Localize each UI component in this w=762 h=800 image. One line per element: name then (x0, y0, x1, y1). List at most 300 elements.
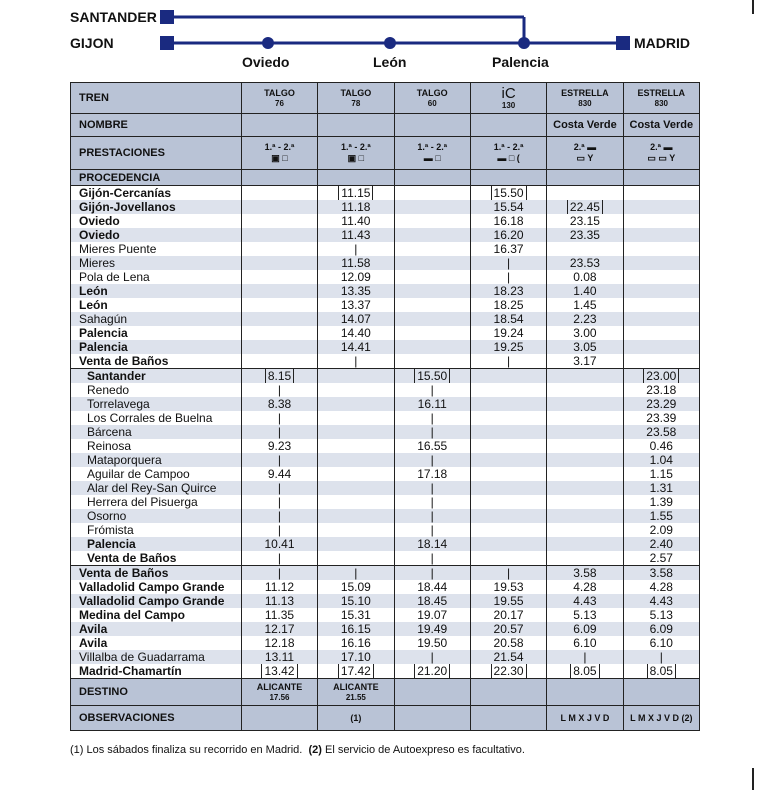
departure-time: 20.17 (493, 608, 524, 622)
departure-time: | (277, 523, 282, 537)
time-cell (623, 383, 699, 397)
time-cell (623, 397, 699, 411)
departure-time: 12.17 (264, 622, 295, 636)
time-cell (623, 214, 699, 228)
time-cell (318, 551, 394, 566)
time-cell (394, 397, 470, 411)
table-row (71, 312, 700, 326)
station-name: Herrera del Pisuerga (71, 495, 242, 509)
time-cell (394, 270, 470, 284)
time-cell (470, 537, 546, 551)
table-row (71, 481, 700, 495)
time-cell (470, 608, 546, 622)
gijon-terminal (160, 36, 174, 50)
time-cell (547, 636, 623, 650)
palencia-stop (518, 37, 530, 49)
tren-cell (547, 83, 623, 114)
time-cell (470, 594, 546, 608)
departure-time: | (583, 650, 587, 664)
timetable (70, 82, 700, 731)
station-name: Bárcena (71, 425, 242, 439)
time-cell (318, 636, 394, 650)
time-cell (318, 200, 394, 214)
oviedo-label: Oviedo (242, 54, 290, 70)
departure-time: 6.09 (573, 622, 597, 636)
station-name: Avila (71, 622, 242, 636)
departure-time: 19.50 (417, 636, 448, 650)
prestaciones-cell (623, 137, 699, 170)
observaciones-label: OBSERVACIONES (71, 706, 242, 731)
time-cell (470, 425, 546, 439)
destination-time: 21.55 (345, 693, 366, 702)
procedencia-cell (547, 170, 623, 186)
table-row (71, 242, 700, 256)
departure-time: | (507, 256, 511, 270)
time-cell (241, 383, 317, 397)
train-type: TALGO (416, 88, 448, 98)
time-cell (470, 411, 546, 425)
time-cell (470, 256, 546, 270)
table-row (71, 439, 700, 453)
time-cell (547, 312, 623, 326)
station-name: Frómista (71, 523, 242, 537)
time-cell (547, 551, 623, 566)
time-cell (470, 439, 546, 453)
destino-cell (241, 679, 317, 706)
train-type: ESTRELLA (637, 88, 686, 98)
time-cell (623, 425, 699, 439)
time-cell (241, 509, 317, 523)
time-cell (318, 594, 394, 608)
observaciones-cell (547, 706, 623, 731)
footnotes (70, 744, 525, 756)
time-cell (470, 312, 546, 326)
departure-time: | (430, 453, 434, 467)
time-cell (241, 495, 317, 509)
destino-cell (623, 679, 699, 706)
departure-time: 3.58 (573, 566, 597, 580)
time-cell (318, 354, 394, 369)
departure-time: 18.45 (417, 594, 448, 608)
train-number: 130 (501, 101, 516, 110)
table-row (71, 566, 700, 581)
time-cell (547, 439, 623, 453)
time-cell (547, 383, 623, 397)
service-classes: 1.ª - 2.ª (341, 142, 371, 152)
time-cell (241, 397, 317, 411)
tren-label: TREN (71, 83, 242, 114)
departure-time: 13.42 (261, 664, 297, 679)
departure-time: 5.13 (573, 608, 597, 622)
tren-cell (623, 83, 699, 114)
departure-time: | (354, 242, 358, 256)
station-name: Medina del Campo (71, 608, 242, 622)
departure-time: 23.29 (646, 397, 677, 411)
station-name: Gijón-Cercanías (71, 186, 242, 201)
departure-time: 13.37 (340, 298, 371, 312)
table-row (71, 354, 700, 369)
time-cell (241, 608, 317, 622)
gijon-label: GIJON (70, 35, 114, 51)
time-cell (241, 523, 317, 537)
time-cell (547, 580, 623, 594)
time-cell (470, 186, 546, 201)
time-cell (547, 256, 623, 270)
time-cell (623, 467, 699, 481)
departure-time: | (507, 270, 511, 284)
departure-time: | (354, 566, 358, 580)
station-name: Madrid-Chamartín (71, 664, 242, 679)
departure-time: 13.11 (264, 650, 295, 664)
station-name: Aguilar de Campoo (71, 467, 242, 481)
table-row (71, 509, 700, 523)
time-cell (623, 636, 699, 650)
time-cell (318, 284, 394, 298)
prestaciones-cell (470, 137, 546, 170)
procedencia-label: PROCEDENCIA (71, 170, 242, 186)
table-row (71, 326, 700, 340)
time-cell (623, 439, 699, 453)
time-cell (394, 228, 470, 242)
time-cell (623, 256, 699, 270)
departure-time: | (430, 551, 434, 565)
time-cell (318, 664, 394, 679)
table-row (71, 594, 700, 608)
time-cell (623, 551, 699, 566)
time-cell (318, 214, 394, 228)
departure-time: 23.58 (646, 425, 677, 439)
departure-time: 18.54 (493, 312, 524, 326)
time-cell (318, 622, 394, 636)
departure-time: 21.54 (493, 650, 524, 664)
departure-time: 16.20 (493, 228, 524, 242)
train-type: TALGO (340, 88, 372, 98)
departure-time: | (430, 495, 434, 509)
time-cell (547, 566, 623, 581)
departure-time: 2.57 (649, 551, 673, 565)
time-cell (394, 594, 470, 608)
time-cell (241, 566, 317, 581)
departure-time: 17.10 (340, 650, 371, 664)
departure-time: | (430, 481, 434, 495)
time-cell (318, 495, 394, 509)
destino-cell (470, 679, 546, 706)
observation: (1) (350, 712, 362, 723)
station-name: Villalba de Guadarrama (71, 650, 242, 664)
departure-time: 15.50 (414, 369, 450, 384)
time-cell (241, 214, 317, 228)
departure-time: 4.28 (573, 580, 597, 594)
station-name: Mataporquera (71, 453, 242, 467)
departure-time: | (277, 383, 282, 397)
observaciones-cell (470, 706, 546, 731)
station-name: Osorno (71, 509, 242, 523)
departure-time: 23.00 (643, 369, 679, 384)
time-cell (470, 298, 546, 312)
time-cell (547, 481, 623, 495)
observaciones-row (71, 706, 700, 731)
destination: ALICANTE (333, 682, 379, 692)
time-cell (318, 369, 394, 384)
station-name: León (71, 298, 242, 312)
time-cell (470, 228, 546, 242)
destino-label: DESTINO (71, 679, 242, 706)
departure-time: 15.31 (340, 608, 371, 622)
departure-time: | (507, 566, 511, 580)
table-row (71, 622, 700, 636)
station-name: Valladolid Campo Grande (71, 580, 242, 594)
time-cell (547, 608, 623, 622)
time-cell (623, 270, 699, 284)
leon-stop (384, 37, 396, 49)
time-cell (547, 354, 623, 369)
time-cell (470, 383, 546, 397)
table-row (71, 523, 700, 537)
departure-time: 9.44 (267, 467, 292, 481)
nombre-cell (470, 114, 546, 137)
palencia-label: Palencia (492, 54, 549, 70)
time-cell (547, 242, 623, 256)
table-row (71, 256, 700, 270)
time-cell (241, 228, 317, 242)
time-cell (470, 200, 546, 214)
table-row (71, 214, 700, 228)
time-cell (547, 397, 623, 411)
time-cell (241, 439, 317, 453)
departure-time: 19.07 (417, 608, 448, 622)
table-row (71, 284, 700, 298)
departure-time: 0.46 (649, 439, 673, 453)
time-cell (623, 594, 699, 608)
table-row (71, 650, 700, 664)
departure-time: 18.14 (417, 537, 448, 551)
page-edge-mark (752, 0, 754, 14)
time-cell (623, 228, 699, 242)
prestaciones-cell (394, 137, 470, 170)
nombre-cell (547, 114, 623, 137)
departure-time: 23.15 (569, 214, 600, 228)
destino-cell (394, 679, 470, 706)
destination-time: 17.56 (269, 693, 290, 702)
service-classes: 1.ª - 2.ª (417, 142, 448, 152)
time-cell (470, 453, 546, 467)
time-cell (547, 326, 623, 340)
time-cell (623, 608, 699, 622)
time-cell (547, 467, 623, 481)
departure-time: 4.43 (649, 594, 673, 608)
service-classes: 2.ª ▬ (573, 142, 597, 152)
time-cell (318, 509, 394, 523)
table-row (71, 340, 700, 354)
prestaciones-row (71, 137, 700, 170)
time-cell (470, 467, 546, 481)
departure-time: 12.09 (340, 270, 371, 284)
time-cell (394, 425, 470, 439)
departure-time: | (354, 354, 358, 368)
time-cell (318, 312, 394, 326)
time-cell (318, 523, 394, 537)
table-row (71, 200, 700, 214)
observation: L M X J V D (2) (630, 712, 693, 723)
procedencia-cell (470, 170, 546, 186)
departure-time: | (430, 383, 434, 397)
time-cell (318, 608, 394, 622)
station-name: Renedo (71, 383, 242, 397)
departure-time: | (430, 523, 434, 537)
time-cell (394, 509, 470, 523)
time-cell (623, 650, 699, 664)
time-cell (241, 636, 317, 650)
departure-time: | (277, 566, 282, 580)
time-cell (241, 594, 317, 608)
time-cell (394, 298, 470, 312)
procedencia-cell (318, 170, 394, 186)
time-cell (623, 453, 699, 467)
time-cell (394, 214, 470, 228)
time-cell (394, 523, 470, 537)
departure-time: | (659, 650, 663, 664)
time-cell (318, 467, 394, 481)
time-cell (394, 383, 470, 397)
time-cell (470, 509, 546, 523)
oviedo-stop (262, 37, 274, 49)
time-cell (547, 594, 623, 608)
time-cell (318, 397, 394, 411)
time-cell (318, 650, 394, 664)
time-cell (547, 509, 623, 523)
time-cell (318, 383, 394, 397)
time-cell (394, 284, 470, 298)
train-name: Costa Verde (629, 119, 694, 131)
time-cell (623, 481, 699, 495)
time-cell (547, 411, 623, 425)
departure-time: 22.30 (491, 664, 527, 679)
departure-time: 1.31 (649, 481, 673, 495)
time-cell (470, 340, 546, 354)
departure-time: | (507, 354, 511, 368)
time-cell (547, 523, 623, 537)
service-classes: 2.ª ▬ (650, 142, 673, 152)
departure-time: 14.41 (340, 340, 371, 354)
time-cell (394, 636, 470, 650)
time-cell (394, 411, 470, 425)
departure-time: 11.43 (341, 228, 371, 242)
table-row (71, 425, 700, 439)
prestaciones-label: PRESTACIONES (71, 137, 242, 170)
table-row (71, 186, 700, 201)
time-cell (547, 495, 623, 509)
time-cell (241, 537, 317, 551)
service-icons: ▭ ▭ Y (647, 153, 676, 163)
departure-time: 1.39 (649, 495, 673, 509)
time-cell (394, 186, 470, 201)
departure-time: 0.08 (573, 270, 597, 284)
footnote-2-mark: (2) (308, 744, 322, 756)
table-row (71, 580, 700, 594)
time-cell (623, 537, 699, 551)
time-cell (547, 270, 623, 284)
time-cell (470, 242, 546, 256)
departure-time: 3.58 (649, 566, 673, 580)
tren-cell (241, 83, 317, 114)
time-cell (470, 397, 546, 411)
time-cell (470, 664, 546, 679)
station-name: León (71, 284, 242, 298)
time-cell (318, 425, 394, 439)
time-cell (547, 298, 623, 312)
nombre-cell (623, 114, 699, 137)
time-cell (318, 186, 394, 201)
departure-time: 16.11 (417, 397, 447, 411)
train-type: TALGO (264, 88, 295, 98)
departure-time: 1.15 (649, 467, 673, 481)
time-cell (623, 580, 699, 594)
destino-row (71, 679, 700, 706)
departure-time: 4.28 (649, 580, 673, 594)
time-cell (547, 369, 623, 384)
table-row (71, 397, 700, 411)
departure-time: 19.55 (493, 594, 524, 608)
departure-time: 12.18 (264, 636, 295, 650)
time-cell (623, 523, 699, 537)
time-cell (318, 326, 394, 340)
departure-time: 16.55 (417, 439, 448, 453)
time-cell (241, 242, 317, 256)
table-row (71, 495, 700, 509)
time-cell (394, 650, 470, 664)
time-cell (394, 495, 470, 509)
departure-time: 23.18 (646, 383, 677, 397)
time-cell (394, 200, 470, 214)
tren-cell (318, 83, 394, 114)
departure-time: | (430, 411, 434, 425)
time-cell (241, 354, 317, 369)
time-cell (318, 270, 394, 284)
departure-time: 10.41 (264, 537, 295, 551)
observaciones-cell (623, 706, 699, 731)
station-name: Sahagún (71, 312, 242, 326)
time-cell (394, 551, 470, 566)
station-name: Los Corrales de Buelna (71, 411, 242, 425)
time-cell (318, 242, 394, 256)
time-cell (470, 580, 546, 594)
station-name: Palencia (71, 537, 242, 551)
time-cell (623, 495, 699, 509)
procedencia-cell (394, 170, 470, 186)
time-cell (623, 411, 699, 425)
procedencia-row (71, 170, 700, 186)
time-cell (547, 214, 623, 228)
departure-time: 20.58 (493, 636, 524, 650)
station-name: Valladolid Campo Grande (71, 594, 242, 608)
prestaciones-cell (547, 137, 623, 170)
service-classes: 1.ª - 2.ª (264, 142, 295, 152)
time-cell (623, 664, 699, 679)
departure-time: 15.54 (493, 200, 524, 214)
departure-time: 18.44 (417, 580, 448, 594)
service-icons: ▬ □ (423, 153, 441, 163)
train-number: 60 (427, 99, 437, 108)
departure-time: 6.10 (573, 636, 597, 650)
station-name: Pola de Lena (71, 270, 242, 284)
departure-time: 22.45 (567, 200, 603, 214)
time-cell (547, 537, 623, 551)
departure-time: 19.25 (493, 340, 524, 354)
tren-cell (394, 83, 470, 114)
table-row (71, 551, 700, 566)
time-cell (470, 636, 546, 650)
departure-time: 11.35 (264, 608, 295, 622)
